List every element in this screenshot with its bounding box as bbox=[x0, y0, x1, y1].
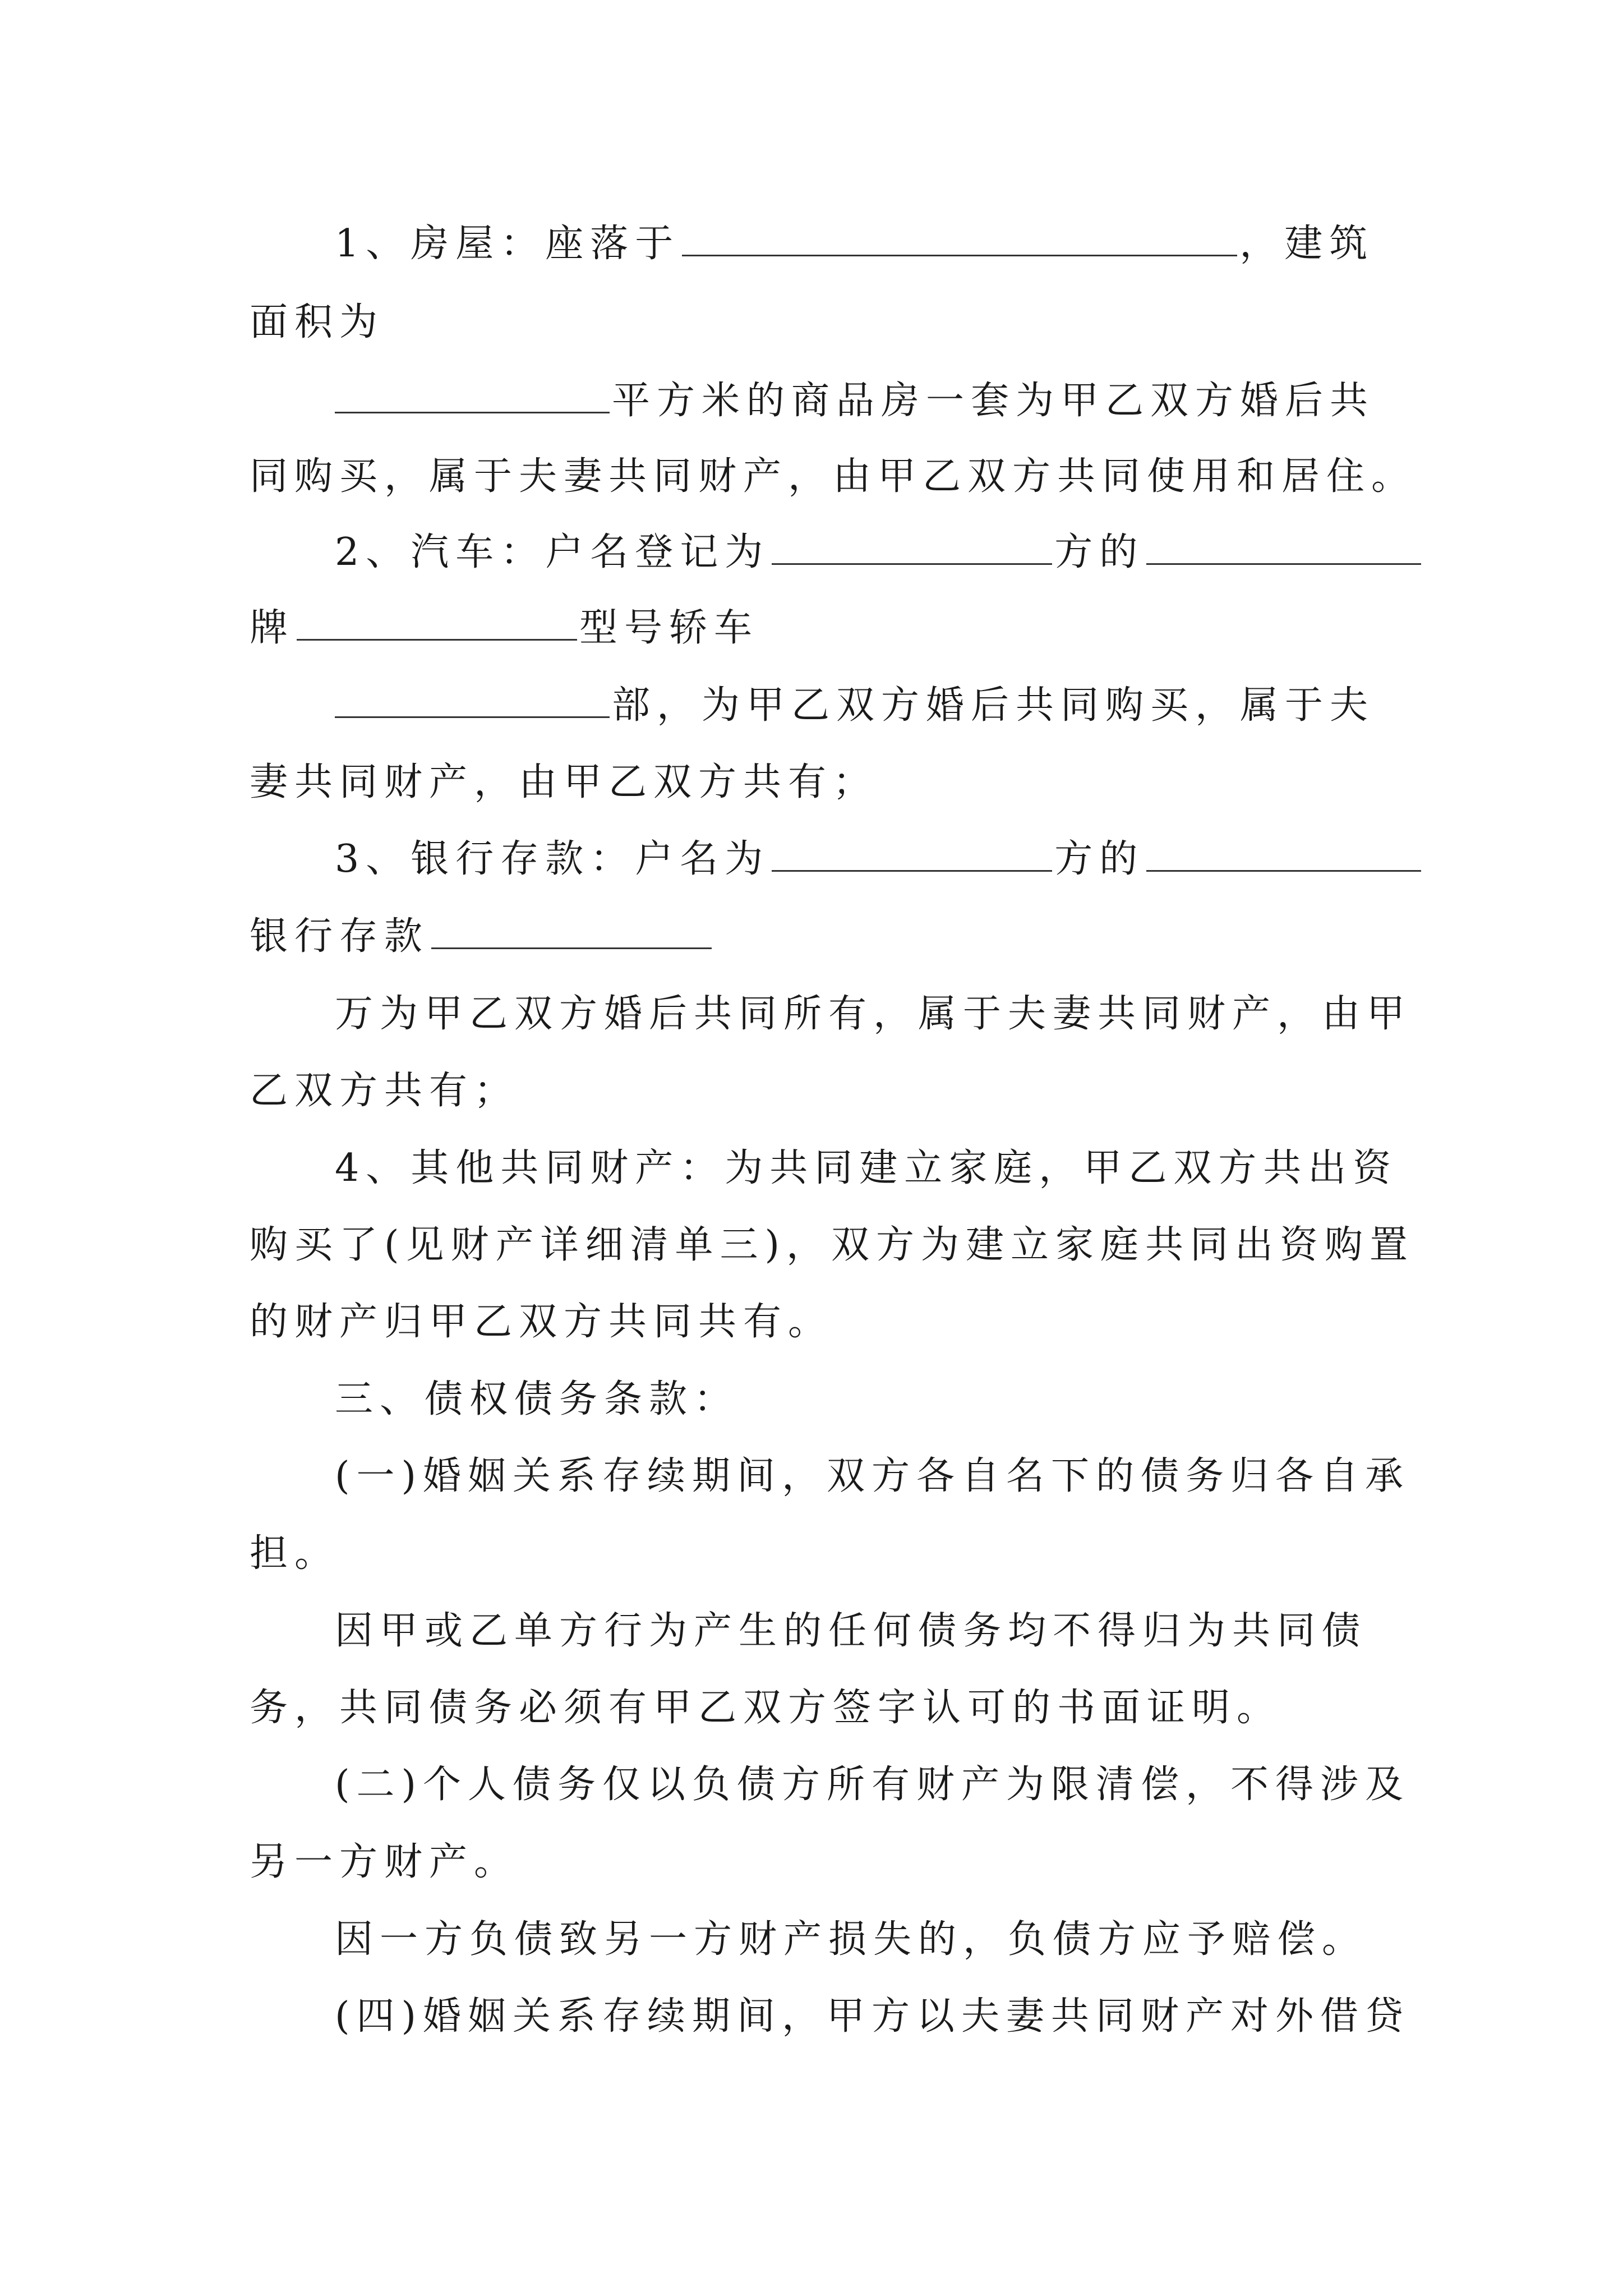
text-line bbox=[250, 666, 1382, 745]
text-segment: 方的 bbox=[1054, 837, 1145, 881]
text-segment: 面积为 bbox=[250, 300, 385, 344]
text-line bbox=[250, 589, 1382, 668]
fill-in-blank bbox=[297, 606, 577, 641]
fill-in-blank bbox=[772, 838, 1052, 872]
text-segment: 2、汽车：户名登记为 bbox=[335, 530, 770, 574]
text-segment: 因一方负债致另一方财产损失的，负债方应予赔偿。 bbox=[335, 1917, 1367, 1962]
text-line bbox=[250, 820, 1382, 899]
fill-in-blank bbox=[772, 531, 1052, 565]
text-segment: 务，共同债务必须有甲乙双方签字认可的书面证明。 bbox=[250, 1686, 1282, 1730]
text-line bbox=[250, 438, 1417, 516]
text-segment: 购买了(见财产详细清单三)，双方为建立家庭共同出资购置 bbox=[250, 1223, 1415, 1267]
text-line bbox=[250, 898, 1382, 976]
text-segment: ，建筑 bbox=[1239, 222, 1375, 266]
text-segment: 平方米的商品房一套为甲乙双方婚后共 bbox=[612, 379, 1375, 423]
text-segment: 担。 bbox=[250, 1531, 340, 1576]
text-segment: 方的 bbox=[1054, 530, 1145, 574]
text-segment: 部，为甲乙双方婚后共同购买，属于夫 bbox=[612, 683, 1375, 728]
text-line bbox=[250, 1901, 1382, 1979]
text-segment: 的财产归甲乙双方共同共有。 bbox=[250, 1300, 833, 1344]
text-line bbox=[250, 1206, 1415, 1285]
text-line bbox=[250, 1977, 1410, 2056]
text-line bbox=[250, 1823, 1382, 1902]
fill-in-blank bbox=[335, 684, 610, 718]
text-segment: 4、其他共同财产：为共同建立家庭，甲乙双方共出资 bbox=[335, 1146, 1398, 1190]
text-line bbox=[250, 513, 1382, 592]
text-line bbox=[250, 975, 1412, 1053]
fill-in-blank bbox=[682, 222, 1237, 256]
text-line bbox=[250, 1669, 1382, 1747]
text-segment: 妻共同财产，由甲乙双方共有； bbox=[250, 760, 878, 804]
text-segment: 银行存款 bbox=[250, 914, 430, 959]
text-segment: (一)婚姻关系存续期间，双方各自名下的债务归各自承 bbox=[335, 1454, 1410, 1498]
text-segment: (四)婚姻关系存续期间，甲方以夫妻共同财产对外借贷 bbox=[335, 1994, 1410, 2039]
text-line bbox=[250, 1129, 1398, 1208]
text-line bbox=[250, 362, 1382, 440]
text-segment: 型号轿车 bbox=[579, 606, 759, 650]
text-line bbox=[250, 743, 1382, 822]
text-line bbox=[250, 1746, 1410, 1824]
text-segment: 1、房屋：座落于 bbox=[335, 222, 680, 266]
text-segment: 因甲或乙单方行为产生的任何债务均不得归为共同债 bbox=[335, 1609, 1367, 1653]
text-segment: 3、银行存款：户名为 bbox=[335, 837, 770, 881]
section-heading bbox=[250, 1360, 1382, 1439]
text-segment: 乙双方共有； bbox=[250, 1069, 519, 1113]
text-line bbox=[250, 1592, 1382, 1671]
fill-in-blank bbox=[1146, 838, 1421, 872]
text-line bbox=[250, 1437, 1410, 1516]
text-line bbox=[250, 1515, 1382, 1593]
text-segment: 万为甲乙双方婚后共同所有，属于夫妻共同财产，由甲 bbox=[335, 992, 1412, 1036]
text-segment: 牌 bbox=[250, 606, 295, 650]
text-line bbox=[250, 205, 1382, 283]
fill-in-blank bbox=[431, 915, 712, 949]
text-segment: 三、债权债务条款： bbox=[335, 1377, 739, 1421]
text-line bbox=[250, 1052, 1382, 1130]
fill-in-blank bbox=[335, 379, 610, 413]
text-line bbox=[250, 1283, 1382, 1361]
text-segment: 同购买，属于夫妻共同财产，由甲乙双方共同使用和居住。 bbox=[250, 454, 1417, 499]
text-segment: 另一方财产。 bbox=[250, 1840, 519, 1884]
text-segment: (二)个人债务仅以负债方所有财产为限清偿，不得涉及 bbox=[335, 1763, 1410, 1807]
text-line bbox=[250, 283, 1382, 362]
fill-in-blank bbox=[1146, 531, 1421, 565]
